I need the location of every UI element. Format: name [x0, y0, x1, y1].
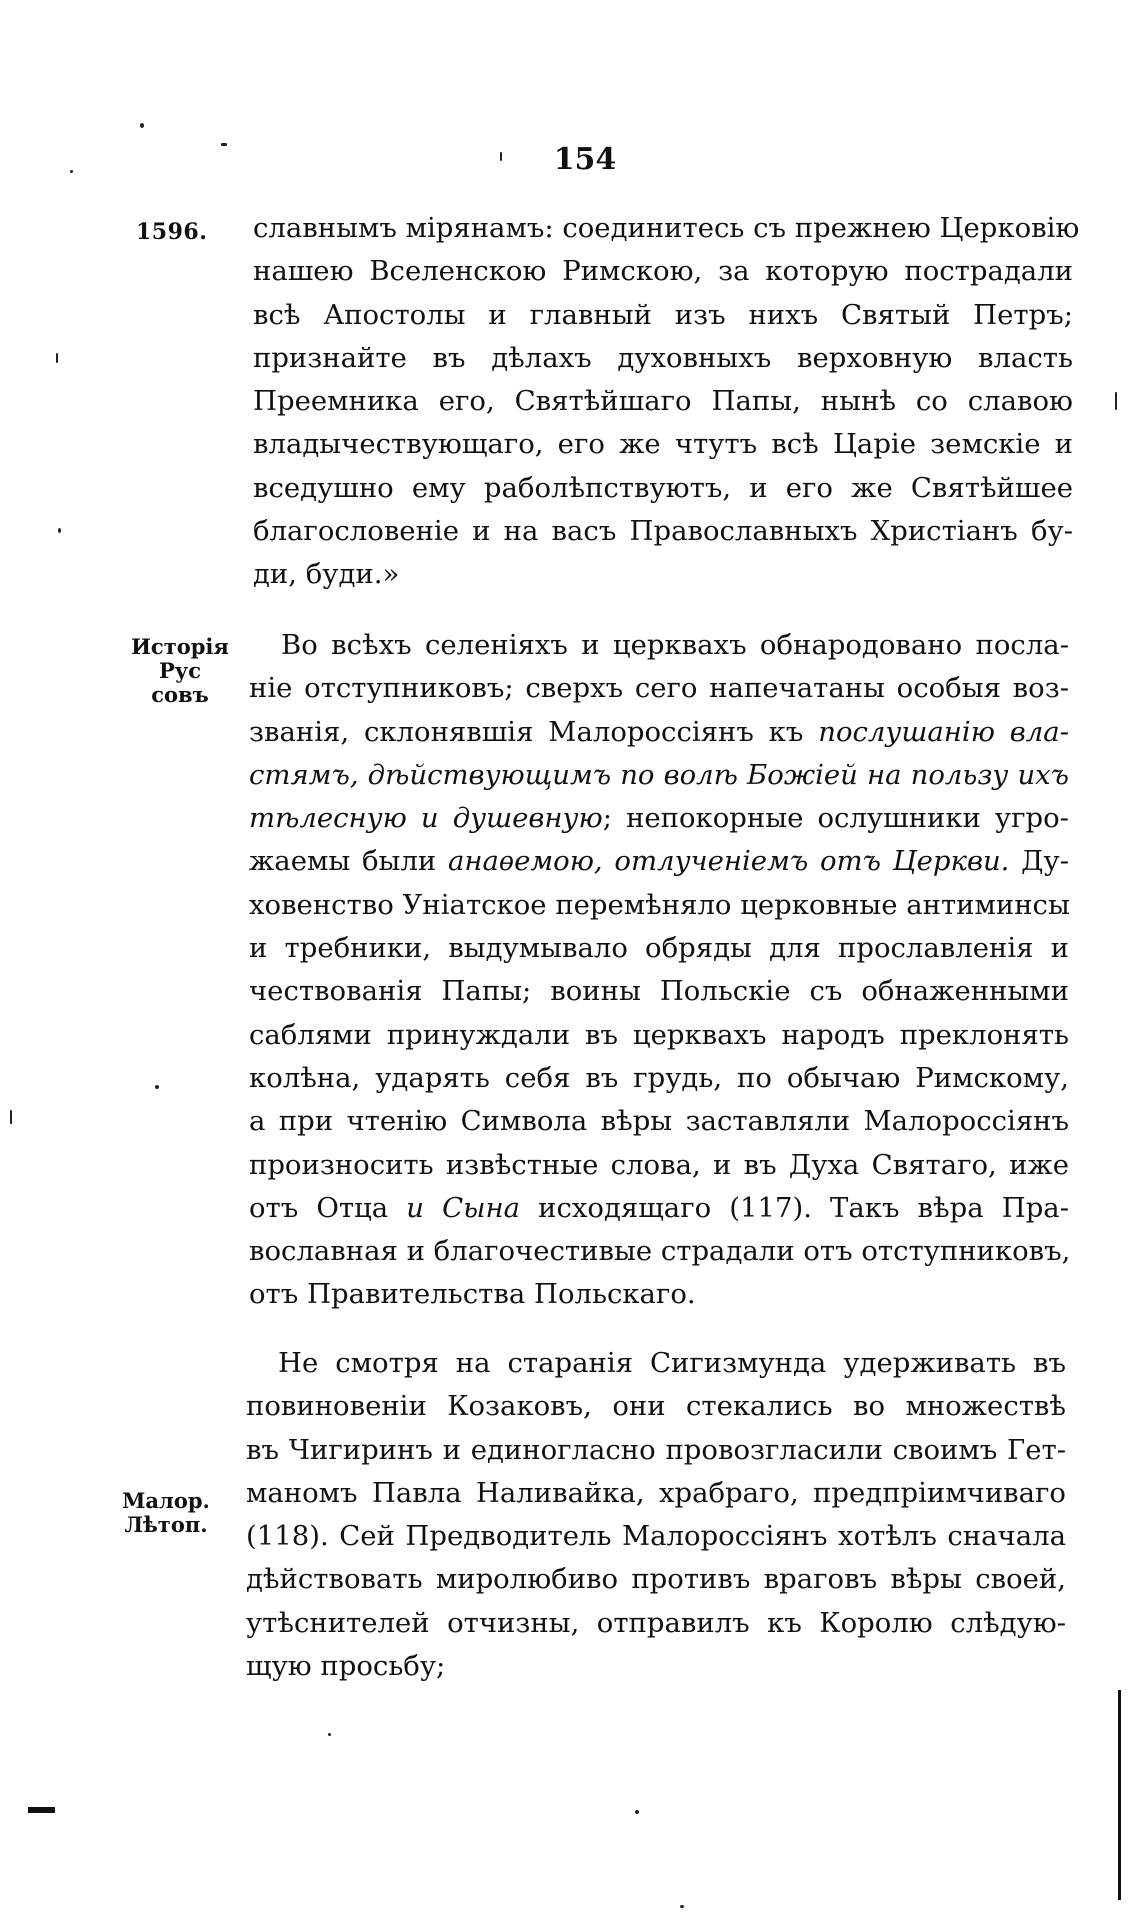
- italic-run: анаѳемою, отлученіемъ отъ Церкви.: [448, 845, 1010, 878]
- text-line: благословеніе и на васъ Православныхъ Христіанъ бу-: [253, 515, 1073, 548]
- text-line: ніе отступниковъ; сверхъ сего напечатаны особыя воз-: [249, 672, 1069, 705]
- year-marker: 1596.: [136, 219, 208, 245]
- margin-note-malor: [122, 1489, 210, 1537]
- scan-speck: [58, 528, 61, 533]
- text-run: Ду-: [1009, 845, 1070, 878]
- text-line: утѣснителей отчизны, отправилъ къ Королю слѣдую-: [246, 1606, 1066, 1639]
- margin-note-line: Лѣтоп.: [124, 1512, 208, 1537]
- text-line: саблями принуждали въ церквахъ народъ преклонять: [249, 1018, 1069, 1051]
- scan-speck: [155, 1085, 159, 1089]
- text-line: Во всѣхъ селеніяхъ и церквахъ обнародовано посла-: [281, 629, 1069, 661]
- text-run: ; непокорные ослушники угро-: [602, 802, 1069, 835]
- text-line: (118). Сей Предводитель Малороссіянъ хотѣлъ сначала: [246, 1520, 1066, 1553]
- italic-run: тѣлесную и душевную: [249, 802, 603, 835]
- page-number: 154: [553, 142, 617, 177]
- scan-speck: [1115, 392, 1117, 410]
- text-line: владычествующаго, его же чтутъ всѣ Царіе земскіе и: [253, 428, 1073, 461]
- text-line: [249, 797, 1069, 840]
- italic-run: послушанію вла-: [818, 715, 1069, 748]
- scan-speck: [221, 143, 227, 146]
- text-line: [249, 711, 1069, 754]
- scan-speck: [70, 170, 73, 173]
- italic-run: и Сына: [406, 1191, 521, 1224]
- margin-note-line: Исторія: [131, 634, 229, 659]
- margin-note-line: Малор.: [122, 1488, 210, 1513]
- text-line: ховенство Уніатское перемѣняло церковные антиминсы: [249, 888, 1070, 921]
- text-line: маномъ Павла Наливайка, храбраго, предпріимчиваго: [246, 1476, 1066, 1509]
- paragraph-1: [253, 207, 1080, 597]
- scan-edge-line: [1118, 1690, 1121, 1900]
- scan-speck: [10, 1110, 12, 1124]
- text-line: признайте въ дѣлахъ духовныхъ верховную власть: [253, 341, 1073, 374]
- margin-note-line: Рус совъ: [151, 658, 209, 707]
- paragraph-3: [246, 1342, 1066, 1688]
- text-line: произносить извѣстные слова, и въ Духа Святаго, иже: [249, 1148, 1069, 1181]
- scan-speck: [680, 1905, 684, 1908]
- text-run: исходящаго (117). Такъ вѣра Пра-: [520, 1191, 1069, 1224]
- text-run: званія, склонявшія Малороссіянъ къ: [249, 715, 819, 748]
- text-line: всѣ Апостолы и главный изъ нихъ Святый Петръ;: [253, 298, 1073, 331]
- margin-note-history: [130, 635, 230, 707]
- text-line: вославная и благочестивые страдали отъ отступниковъ,: [249, 1235, 1071, 1268]
- text-line: ди, буди.»: [253, 558, 400, 591]
- paragraph-2: [249, 624, 1069, 1317]
- text-line: чествованія Папы; воины Польскіе съ обнаженными: [249, 975, 1069, 1008]
- text-line: а при чтенію Символа вѣры заставляли Малороссіянъ: [249, 1105, 1069, 1138]
- text-line: повиновеніи Козаковъ, они стекались во множествѣ: [246, 1390, 1066, 1423]
- scan-speck: [328, 1733, 331, 1736]
- scan-speck: [635, 1810, 639, 1814]
- text-line: [249, 754, 1069, 797]
- text-line: колѣна, ударять себя въ грудь, по обычаю Римскому,: [249, 1061, 1069, 1094]
- scan-speck: [500, 152, 502, 161]
- text-line: Преемника его, Святѣйшаго Папы, нынѣ со славою: [253, 385, 1073, 418]
- text-line: славнымъ мірянамъ: соединитесь съ прежнею Церковію: [253, 212, 1080, 244]
- text-line: и требники, выдумывало обряды для прославленія и: [249, 932, 1069, 965]
- italic-run: стямъ, дѣйствующимъ по волѣ Божіей на пользу ихъ: [249, 758, 1069, 791]
- scan-dash: [28, 1807, 55, 1813]
- text-run: жаемы были: [249, 845, 448, 878]
- scan-speck: [140, 123, 144, 128]
- text-line: Не смотря на старанія Сигизмунда удерживать въ: [278, 1347, 1066, 1379]
- text-line: [249, 840, 1069, 883]
- text-line: щую просьбу;: [246, 1650, 446, 1683]
- text-run: отъ Отца: [249, 1191, 407, 1224]
- text-line: вседушно ему раболѣпствуютъ, и его же Святѣйшее: [253, 471, 1073, 504]
- text-line: дѣйствовать миролюбиво противъ враговъ вѣры своей,: [246, 1563, 1066, 1596]
- text-line: въ Чигиринъ и единогласно провозгласили своимъ Гет-: [246, 1433, 1066, 1466]
- text-line: нашею Вселенскою Римскою, за которую пострадали: [253, 255, 1073, 288]
- scan-speck: [56, 353, 58, 363]
- text-line: [249, 1187, 1069, 1230]
- text-line: отъ Правительства Польскаго.: [249, 1278, 696, 1311]
